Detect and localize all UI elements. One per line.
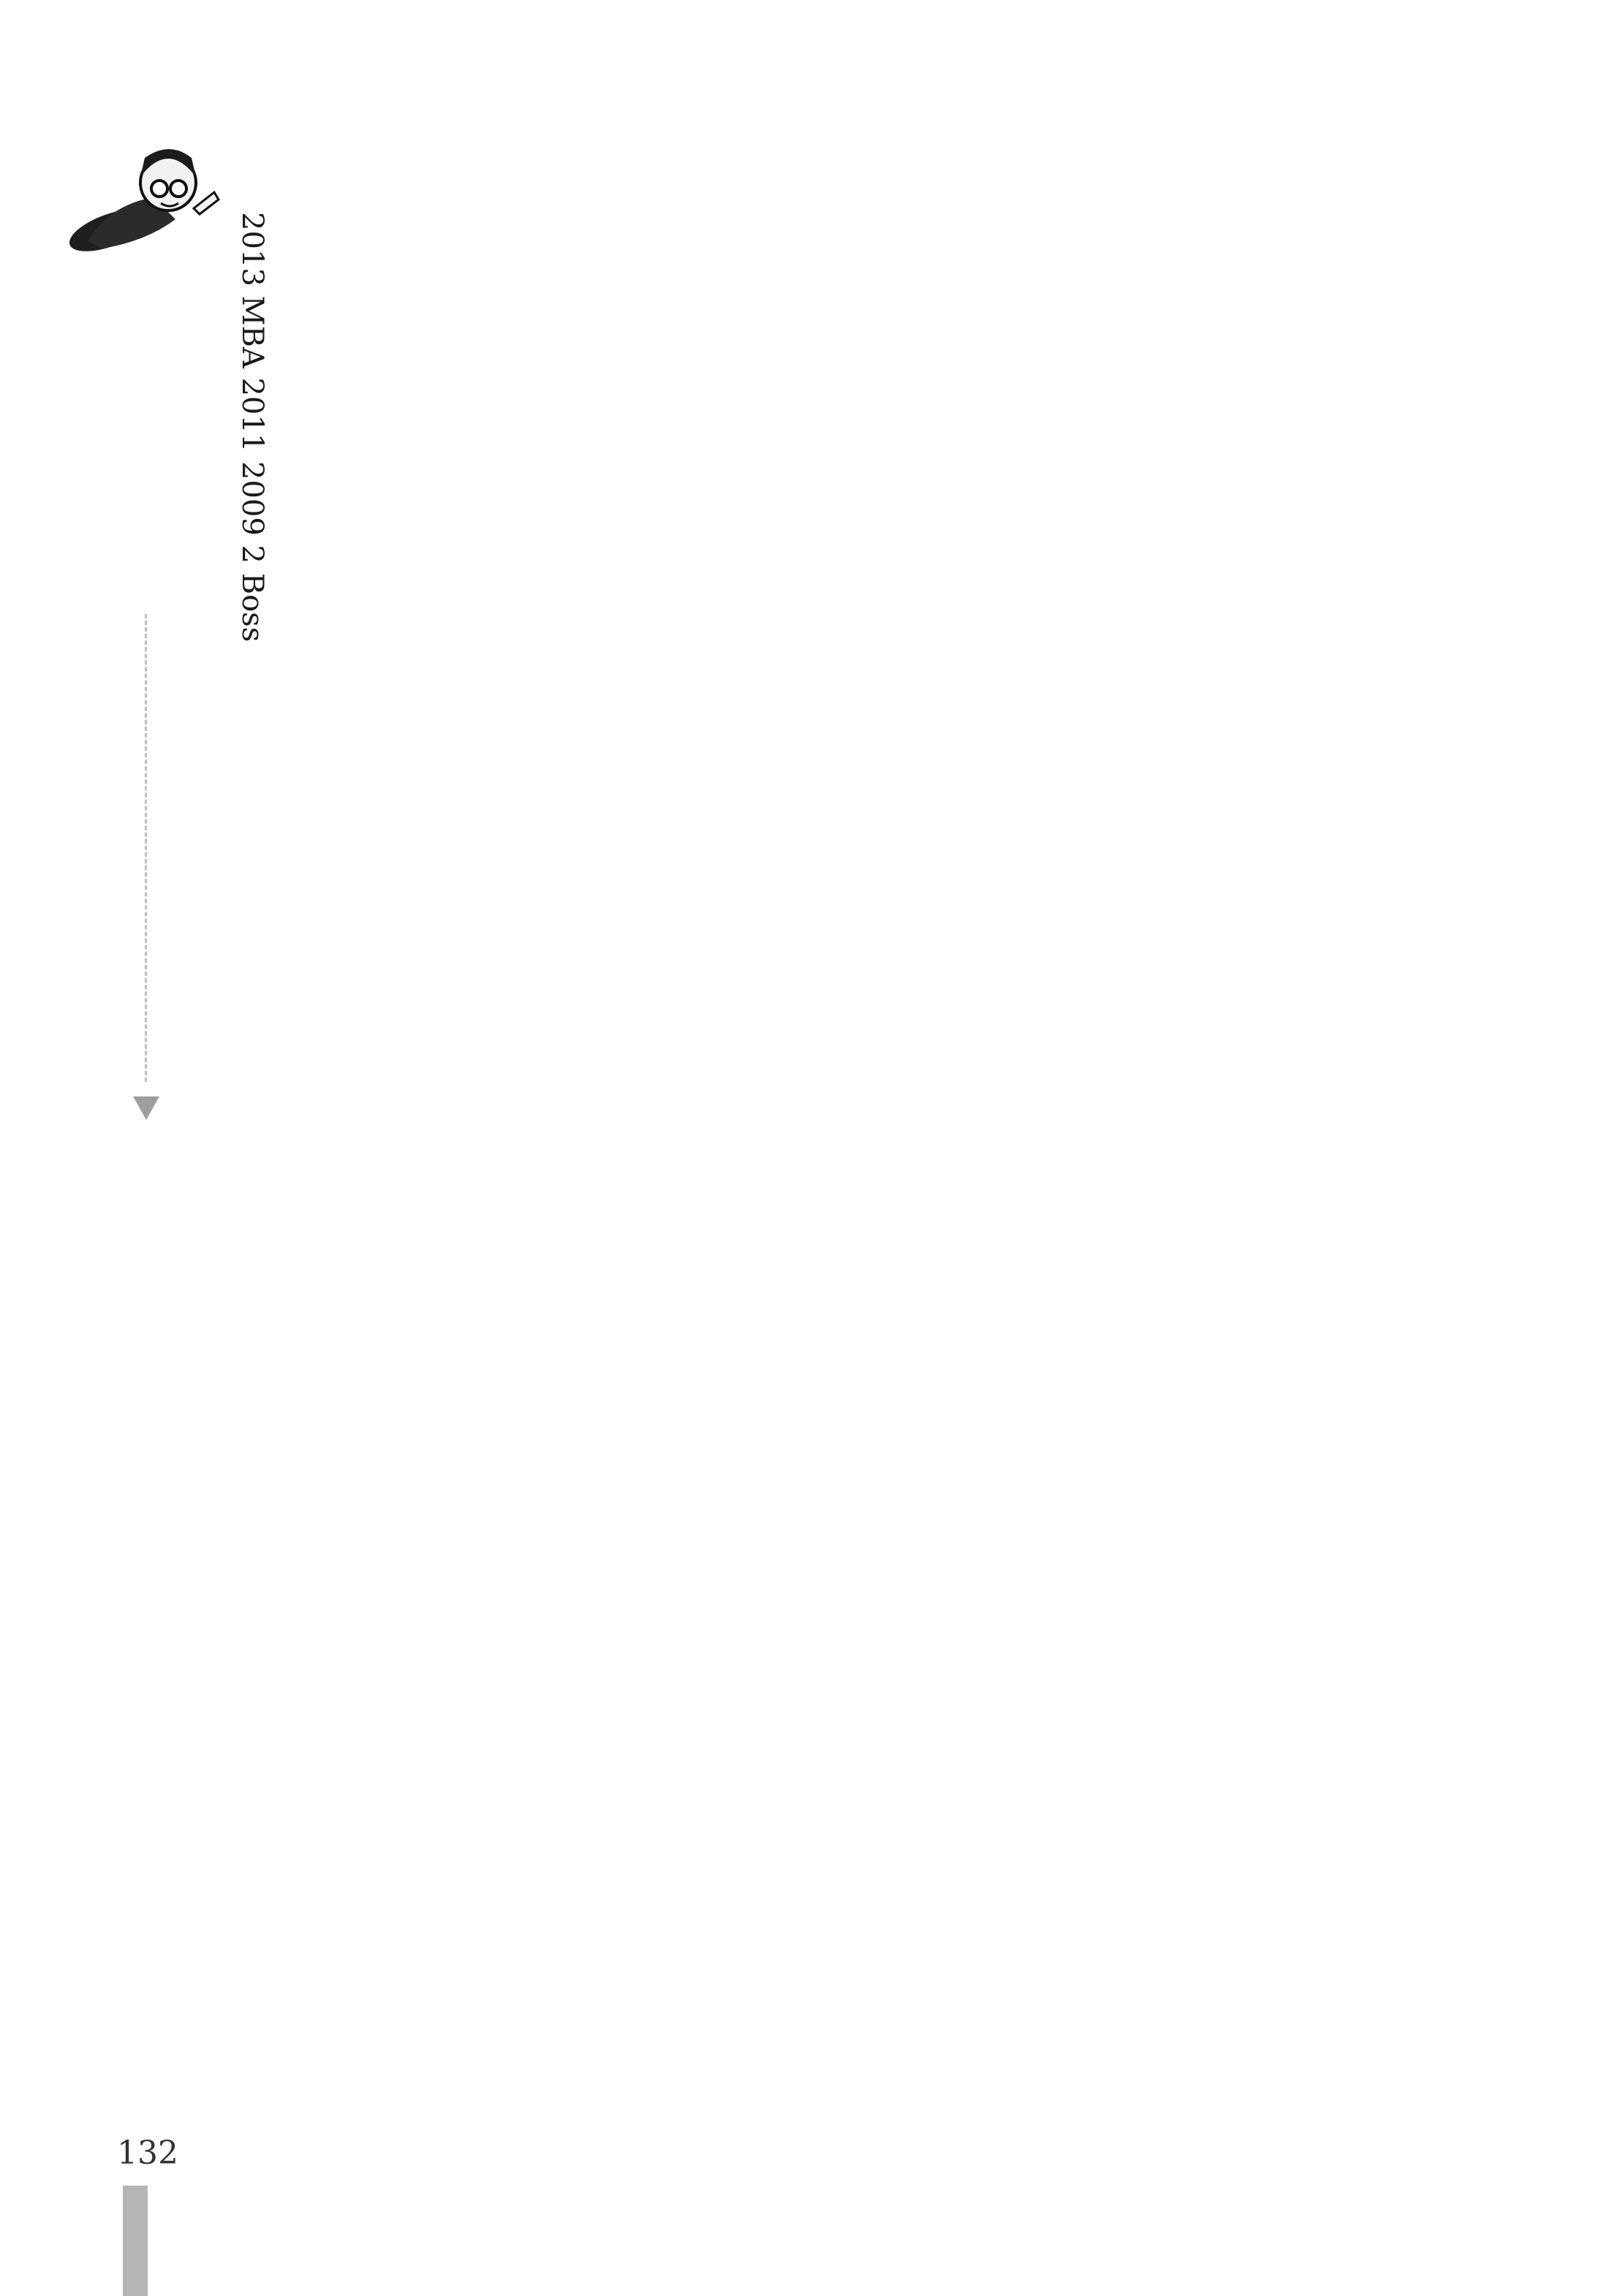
token-2011: 2011 xyxy=(235,377,269,452)
token-mba: MBA xyxy=(235,295,269,368)
body-text xyxy=(227,212,1557,2017)
token-2009: 2009 xyxy=(235,461,269,536)
running-header xyxy=(139,219,168,599)
embedded-tokens xyxy=(227,212,278,2017)
header-dashed-rule xyxy=(145,614,147,1082)
token-2: 2 xyxy=(235,545,269,564)
page-edge-tab xyxy=(123,2186,148,2296)
header-arrow-icon xyxy=(133,1096,159,1120)
token-boss: Boss xyxy=(235,572,269,643)
page-number: 132 xyxy=(117,2134,178,2172)
token-2013: 2013 xyxy=(235,212,269,287)
